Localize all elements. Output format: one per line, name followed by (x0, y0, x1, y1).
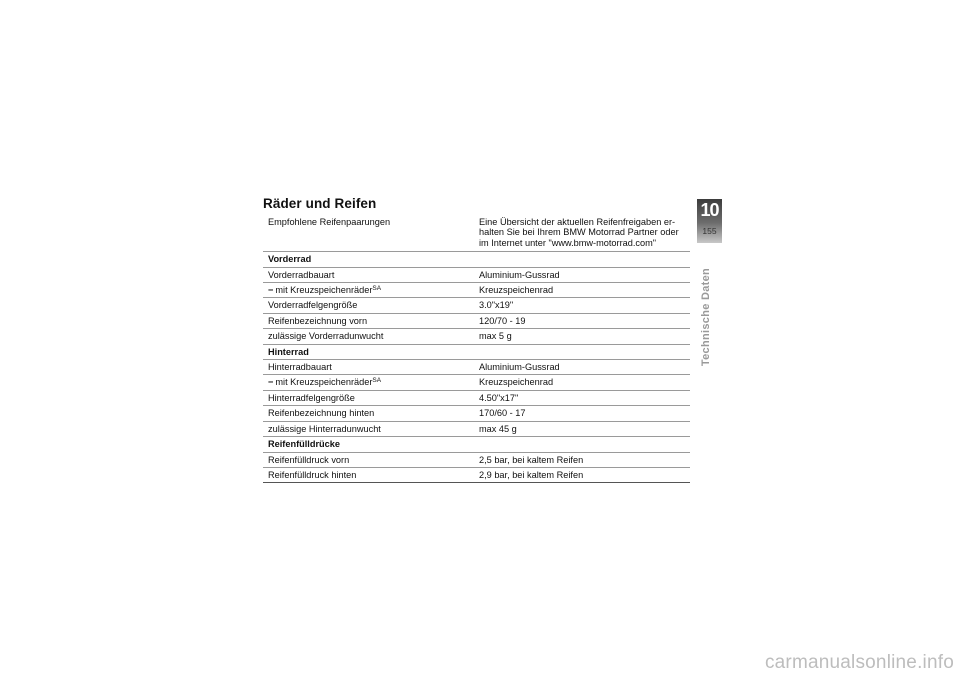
table-row (263, 421, 690, 436)
watermark: carmanualsonline.info (764, 652, 954, 673)
table-row (263, 375, 690, 390)
row-value: Kreuzspeichenrad (472, 375, 690, 390)
table-row (263, 283, 690, 298)
row-value: Kreuzspeichenrad (472, 283, 690, 298)
row-label-option (263, 283, 472, 298)
spec-table (263, 214, 690, 483)
row-value: max 45 g (472, 421, 690, 436)
row-label: zulässige Vorderradunwucht (263, 329, 472, 344)
row-value: 120/70 - 19 (472, 313, 690, 328)
section-heading-rear (263, 344, 690, 359)
row-value: 2,5 bar, bei kaltem Reifen (472, 452, 690, 467)
row-value: 3.0"x19" (472, 298, 690, 313)
row-label: Reifenbezeichnung vorn (263, 313, 472, 328)
row-label: Hinterradbauart (263, 360, 472, 375)
option-badge: SA (372, 377, 382, 385)
table-row (263, 313, 690, 328)
row-value: Eine Übersicht der aktuellen Reifenfreigaben er-halten Sie bei Ihrem BMW Motorrad Partner oder im Internet unter "www.bmw-motorrad.com" (472, 214, 690, 252)
row-label: Empfohlene Reifenpaarungen (263, 214, 472, 252)
dash-icon: − (268, 377, 274, 388)
row-label: Reifenfülldruck vorn (263, 452, 472, 467)
row-label: Reifenbezeichnung hinten (263, 406, 472, 421)
section-heading-pressure (263, 437, 690, 452)
table-row (263, 267, 690, 282)
section-heading: Hinterrad (263, 344, 690, 359)
row-value: 170/60 - 17 (472, 406, 690, 421)
row-label: Hinterradfelgengröße (263, 390, 472, 405)
section-heading: Reifenfülldrücke (263, 437, 690, 452)
table-row (263, 360, 690, 375)
dash-icon: − (268, 285, 274, 296)
row-value: 4.50"x17" (472, 390, 690, 405)
row-label-text: mit Kreuzspeichenräder (275, 285, 373, 296)
chapter-label-vertical: Technische Daten (700, 267, 712, 367)
row-value: Aluminium-Gussrad (472, 360, 690, 375)
row-value: max 5 g (472, 329, 690, 344)
row-label: Vorderradbauart (263, 267, 472, 282)
option-badge: SA (372, 285, 382, 293)
section-heading-front (263, 252, 690, 267)
table-row (263, 390, 690, 405)
row-label-option (263, 375, 472, 390)
chapter-number: 10 (700, 200, 719, 220)
section-heading: Vorderrad (263, 252, 690, 267)
row-label: Vorderradfelgengröße (263, 298, 472, 313)
row-label-text: mit Kreuzspeichenräder (275, 377, 373, 388)
row-value: Aluminium-Gussrad (472, 267, 690, 282)
table-row (263, 329, 690, 344)
row-label: Reifenfülldruck hinten (263, 467, 472, 482)
row-label: zulässige Hinterradunwucht (263, 421, 472, 436)
table-row (263, 406, 690, 421)
table-row (263, 467, 690, 482)
section-title: Räder und Reifen (263, 196, 377, 211)
table-row (263, 452, 690, 467)
row-value: 2,9 bar, bei kaltem Reifen (472, 467, 690, 482)
table-row (263, 298, 690, 313)
table-row-intro (263, 214, 690, 252)
page-number: 155 (702, 226, 717, 236)
